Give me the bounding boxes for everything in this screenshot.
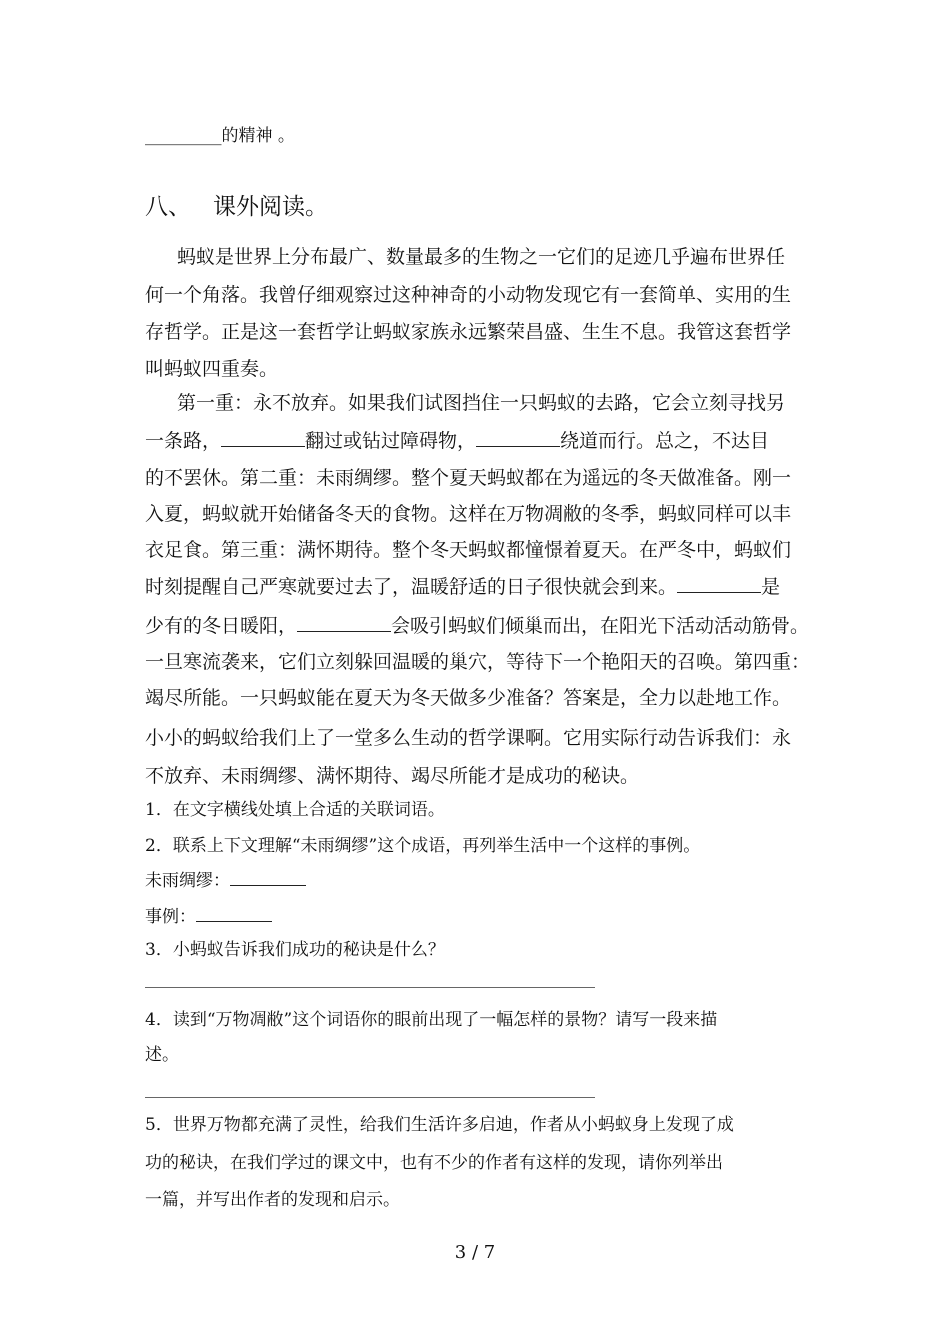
fragment-top-line <box>145 124 295 148</box>
answer-line-q3[interactable] <box>145 987 595 988</box>
passage-line: 入夏，蚂蚁就开始储备冬天的食物。这样在万物凋敝的冬季，蚂蚁同样可以丰 <box>145 503 792 525</box>
section-heading <box>145 192 328 222</box>
question-4-line1: 4．读到“万物凋敝”这个词语你的眼前出现了一幅怎样的景物？请写一段来描 <box>145 1010 718 1030</box>
example-answer-blank[interactable] <box>196 920 272 922</box>
passage-line: 存哲学。正是这一套哲学让蚂蚁家族永远繁荣昌盛、生生不息。我管这套哲学 <box>145 321 792 343</box>
question-4-line2: 述。 <box>145 1045 179 1065</box>
question-5-line3: 一篇，并写出作者的发现和启示。 <box>145 1190 400 1210</box>
question-5-line2: 功的秘诀，在我们学过的课文中，也有不少的作者有这样的发现，请你列举出 <box>145 1153 723 1173</box>
section-number: 八、 <box>145 194 191 220</box>
passage-text: 绕道而行。总之，不达目 <box>560 430 770 452</box>
meaning-answer-blank[interactable] <box>230 884 306 886</box>
example-label: 事例： <box>145 907 196 927</box>
question-1: 1．在文字横线处填上合适的关联词语。 <box>145 800 445 820</box>
section-title: 课外阅读。 <box>213 194 328 220</box>
passage-text: 会吸引蚂蚁们倾巢而出，在阳光下活动活动筋骨。 <box>391 615 810 637</box>
fragment-top-text: 的精神 。 <box>221 126 295 146</box>
passage-line <box>145 614 809 638</box>
answer-line-q4[interactable] <box>145 1097 595 1098</box>
fill-blank-3[interactable] <box>677 591 761 593</box>
passage-line: 竭尽所能。一只蚂蚁能在夏天为冬天做多少准备？答案是，全力以赴地工作。 <box>145 687 792 709</box>
passage-line: 蚂蚁是世界上分布最广、数量最多的生物之一它们的足迹几乎遍布世界任 <box>177 246 786 268</box>
meaning-label: 未雨绸缪： <box>145 871 230 891</box>
question-2-example <box>145 905 272 929</box>
passage-text: 是 <box>761 576 781 598</box>
page-number: 3 / 7 <box>454 1242 496 1263</box>
passage-line: 一旦寒流袭来，它们立刻躲回温暖的巢穴，等待下一个艳阳天的召唤。第四重： <box>145 651 811 673</box>
question-2: 2．联系上下文理解“未雨绸缪”这个成语，再列举生活中一个这样的事例。 <box>145 836 701 856</box>
fill-blank-top[interactable]: _________ <box>145 126 222 146</box>
passage-line: 何一个角落。我曾仔细观察过这种神奇的小动物发现它有一套简单、实用的生 <box>145 284 792 306</box>
fill-blank-1[interactable] <box>221 445 305 447</box>
passage-line: 第一重：永不放弃。如果我们试图挡住一只蚂蚁的去路，它会立刻寻找另 <box>177 392 786 414</box>
question-5-line1: 5．世界万物都充满了灵性，给我们生活许多启迪，作者从小蚂蚁身上发现了成 <box>145 1115 734 1135</box>
passage-line: 不放弃、未雨绸缪、满怀期待、竭尽所能才是成功的秘诀。 <box>145 765 640 787</box>
passage-text: 一条路， <box>145 430 222 452</box>
passage-text: 时刻提醒自己严寒就要过去了，温暖舒适的日子很快就会到来。 <box>145 576 678 598</box>
passage-line: 衣足食。第三重：满怀期待。整个冬天蚂蚁都憧憬着夏天。在严冬中，蚂蚁们 <box>145 539 792 561</box>
question-3: 3．小蚂蚁告诉我们成功的秘诀是什么？ <box>145 940 445 960</box>
passage-text: 翻过或钻过障碍物， <box>305 430 477 452</box>
passage-line: 叫蚂蚁四重奏。 <box>145 358 279 380</box>
passage-line <box>145 429 769 453</box>
fill-blank-2[interactable] <box>476 445 560 447</box>
passage-line: 的不罢休。第二重：未雨绸缪。整个夏天蚂蚁都在为遥远的冬天做准备。刚一 <box>145 467 792 489</box>
passage-text: 少有的冬日暖阳， <box>145 615 298 637</box>
question-2-meaning <box>145 869 306 893</box>
passage-line: 小小的蚂蚁给我们上了一堂多么生动的哲学课啊。它用实际行动告诉我们：永 <box>145 727 792 749</box>
passage-line <box>145 575 780 599</box>
fill-blank-4[interactable] <box>297 630 391 632</box>
